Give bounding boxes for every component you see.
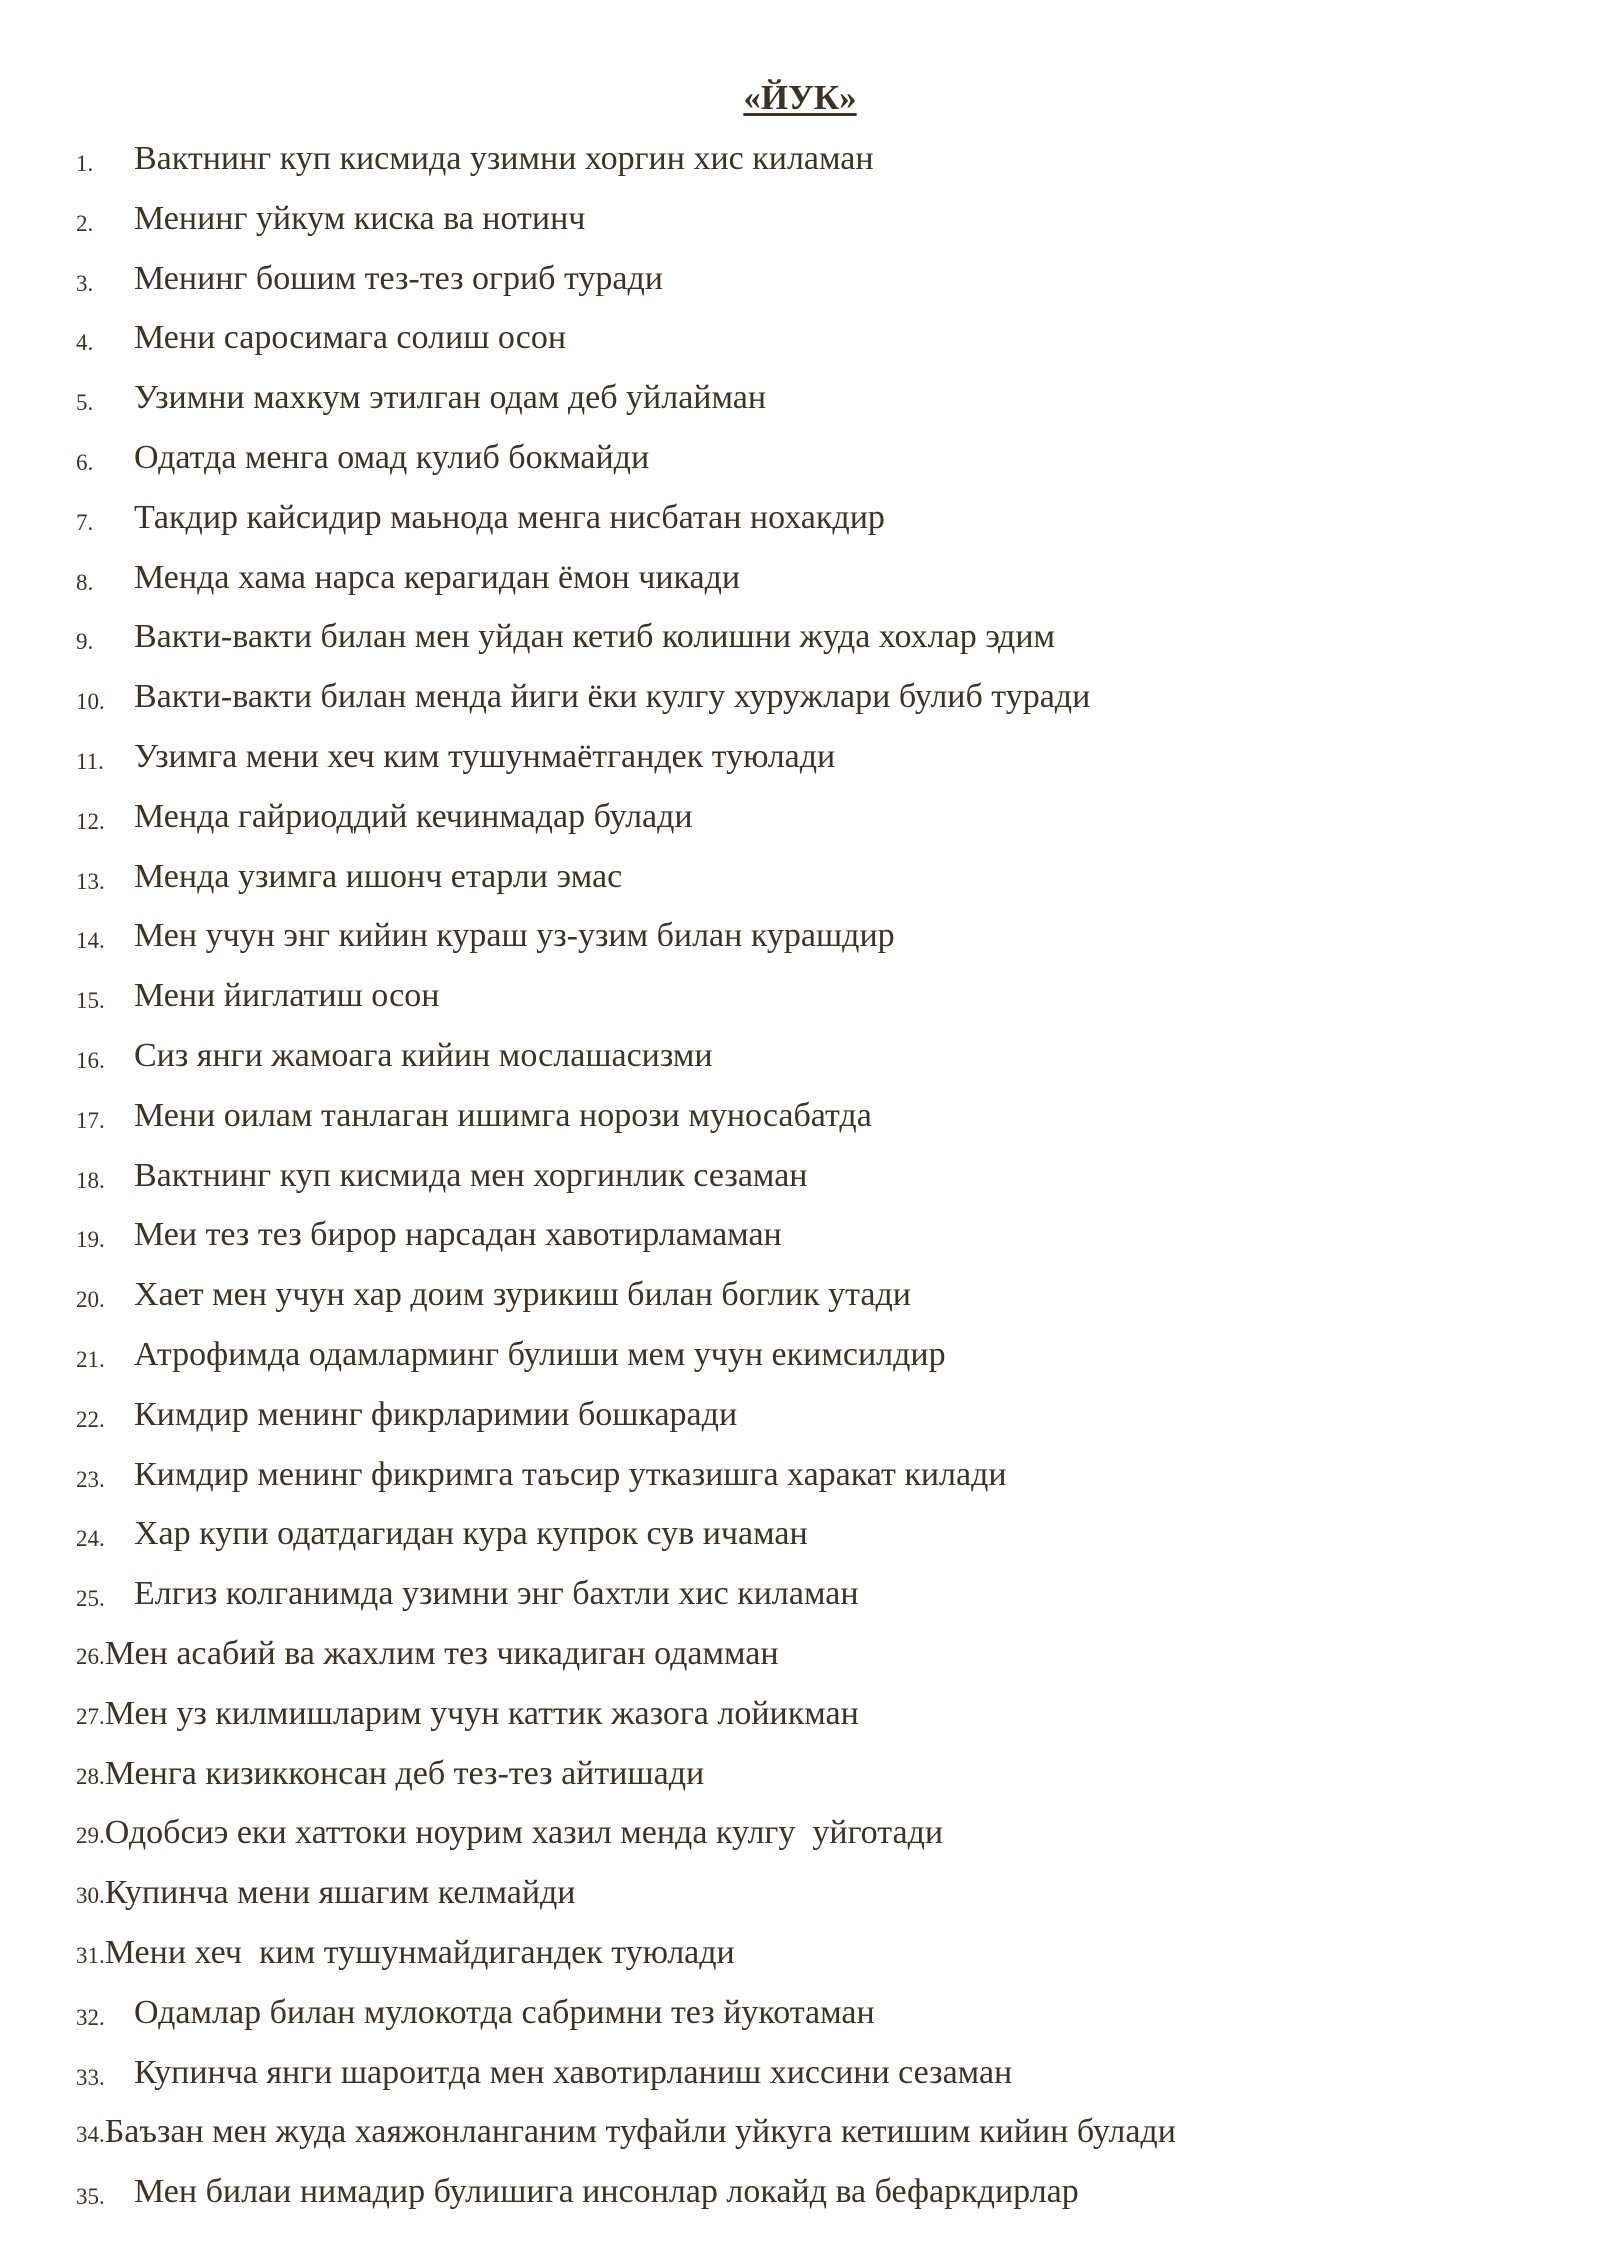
list-item [0, 909, 1600, 969]
item-text: Кимдир менинг фикрларимии бошкаради [134, 1395, 738, 1433]
item-number: 19. [76, 1227, 105, 1253]
item-text: Вакти-вакти билан мен уйдан кетиб колишни жуда хохлар эдим [134, 618, 1056, 656]
item-number: 16. [76, 1047, 105, 1073]
list-item [0, 1806, 1600, 1866]
item-number: 29. [76, 1823, 105, 1849]
item-text: Мени саросимага солиш осон [134, 319, 567, 357]
item-number: 10. [76, 689, 105, 715]
list-item [0, 491, 1600, 551]
list-item [0, 1687, 1600, 1747]
item-number: 28. [76, 1763, 105, 1789]
item-text: Сиз янги жамоага кийин мослашасизми [134, 1036, 713, 1074]
list-item [0, 1627, 1600, 1687]
list-item [0, 1268, 1600, 1328]
list-item [0, 969, 1600, 1029]
item-number: 6. [76, 449, 94, 475]
item-number: 12. [76, 808, 105, 834]
item-number: 31. [76, 1942, 105, 1968]
list-item [0, 1507, 1600, 1567]
list-item [0, 192, 1600, 252]
item-number: 3. [76, 270, 94, 296]
list-item [0, 1866, 1600, 1926]
list-item [0, 1149, 1600, 1209]
item-number: 26. [76, 1643, 105, 1669]
item-text: Елгиз колганимда узимни энг бахтли хис киламан [134, 1575, 859, 1613]
list-item [0, 1448, 1600, 1508]
questionnaire-list [0, 132, 1600, 2225]
item-number: 2. [76, 210, 94, 236]
item-text: Вакти-вакти билан менда йиги ёки кулгу хуружлари булиб туради [134, 678, 1091, 716]
item-text: Мени хеч ким тушунмайдигандек туюлади [104, 1933, 735, 1971]
item-line [76, 1812, 943, 1860]
item-text: Кимдир менинг фикримга таъсир утказишга харакат килади [134, 1455, 1007, 1493]
item-text: Хар купи одатдагидан кура купрок сув ичаман [134, 1515, 808, 1553]
item-number: 15. [76, 988, 105, 1014]
item-line [76, 1932, 735, 1980]
item-number: 18. [76, 1167, 105, 1193]
list-item [0, 371, 1600, 431]
item-text: Вактнинг куп кисмида узимни хоргин хис киламан [134, 140, 874, 177]
item-text: Меи тез тез бирор нарсадан хавотирламаман [134, 1216, 782, 1254]
item-text: Мени оилам танлаган ишимга норози муносабатда [134, 1096, 872, 1134]
item-number: 17. [76, 1107, 105, 1133]
item-text: Менда узимга ишонч етарли эмас [134, 857, 623, 895]
list-item [0, 1747, 1600, 1807]
list-item [0, 1328, 1600, 1388]
list-item [0, 1926, 1600, 1986]
list-item [0, 132, 1600, 192]
item-number: 34. [76, 2122, 105, 2148]
item-text: Купинча янги шароитда мен хавотирланиш хиссини сезаман [134, 2053, 1013, 2091]
list-item [0, 670, 1600, 730]
item-line [76, 1753, 704, 1801]
item-text: Купинча мени яшагим келмайди [104, 1874, 576, 1912]
item-text: Узимни махкум этилган одам деб уйлайман [134, 379, 767, 417]
item-number: 1. [76, 151, 94, 176]
item-text: Менда гайриоддий кечинмадар булади [134, 797, 693, 835]
item-text: Менинг бошим тез-тез огриб туради [134, 259, 663, 297]
list-item [0, 2046, 1600, 2106]
list-item [0, 610, 1600, 670]
item-number: 24. [76, 1526, 105, 1552]
item-text: Хает мен учун хар доим зурикиш билан боглик утади [134, 1276, 911, 1314]
list-item [0, 551, 1600, 611]
list-item [0, 2165, 1600, 2225]
item-number: 11. [76, 748, 104, 774]
item-text: Вактнинг куп кисмида мен хоргинлик сезаман [134, 1156, 808, 1194]
item-number: 30. [76, 1883, 105, 1909]
item-text: Мен билаи нимадир булишига инсонлар локайд ва бефаркдирлар [134, 2173, 1079, 2211]
item-text: Менинг уйкум киска ва нотинч [134, 199, 586, 237]
item-text: Одамлар билан мулокотда сабримни тез йукотаман [134, 1993, 875, 2031]
list-item [0, 1567, 1600, 1627]
list-item [0, 850, 1600, 910]
list-item [0, 431, 1600, 491]
item-text: Мен учун энг кийин кураш уз-узим билан курашдир [134, 917, 895, 955]
item-number: 23. [76, 1466, 105, 1492]
item-text: Менга кизикконсан деб тез-тез айтишади [104, 1754, 705, 1792]
item-line [76, 2111, 1176, 2159]
item-text: Такдир кайсидир маьнода менга нисбатан нохакдир [134, 498, 885, 536]
item-number: 35. [76, 2184, 105, 2210]
item-text: Атрофимда одамларминг булиши мем учун екимсилдир [134, 1335, 946, 1373]
item-number: 14. [76, 928, 105, 954]
item-number: 13. [76, 868, 105, 894]
list-item [0, 790, 1600, 850]
list-item [0, 2105, 1600, 2165]
item-line [76, 1633, 779, 1681]
item-line [76, 1872, 576, 1920]
list-item [0, 1208, 1600, 1268]
item-number: 32. [76, 2004, 105, 2030]
list-item [0, 730, 1600, 790]
document-title: «ЙУК» [743, 78, 857, 117]
item-text: Мени йиглатиш осон [134, 977, 440, 1015]
item-number: 7. [76, 509, 94, 535]
item-number: 5. [76, 390, 94, 416]
item-number: 27. [76, 1703, 105, 1729]
list-item [0, 1029, 1600, 1089]
item-number: 20. [76, 1287, 105, 1313]
list-item [0, 252, 1600, 312]
list-item [0, 311, 1600, 371]
list-item [0, 1089, 1600, 1149]
item-text: Одобсиэ еки хаттоки ноурим хазил менда кулгу уйготади [104, 1814, 944, 1852]
item-text: Мен уз килмишларим учун каттик жазога лойикман [104, 1694, 859, 1732]
item-number: 21. [76, 1346, 105, 1372]
item-text: Менда хама нарса керагидан ёмон чикади [134, 558, 741, 596]
list-item [0, 1388, 1600, 1448]
item-line [76, 1693, 859, 1741]
item-text: Узимга мени хеч ким тушунмаётгандек туюлади [134, 737, 836, 775]
item-number: 8. [76, 569, 94, 595]
item-number: 9. [76, 629, 94, 655]
item-text: Мен асабий ва жахлим тез чикадиган одамман [104, 1634, 779, 1672]
list-item [0, 1986, 1600, 2046]
item-number: 25. [76, 1586, 105, 1612]
item-text: Баъзан мен жуда хаяжонланганим туфайли уйкуга кетишим кийин булади [104, 2113, 1176, 2151]
item-number: 4. [76, 330, 94, 356]
item-number: 33. [76, 2064, 105, 2090]
item-text: Одатда менга омад кулиб бокмайди [134, 438, 650, 476]
item-number: 22. [76, 1406, 105, 1432]
